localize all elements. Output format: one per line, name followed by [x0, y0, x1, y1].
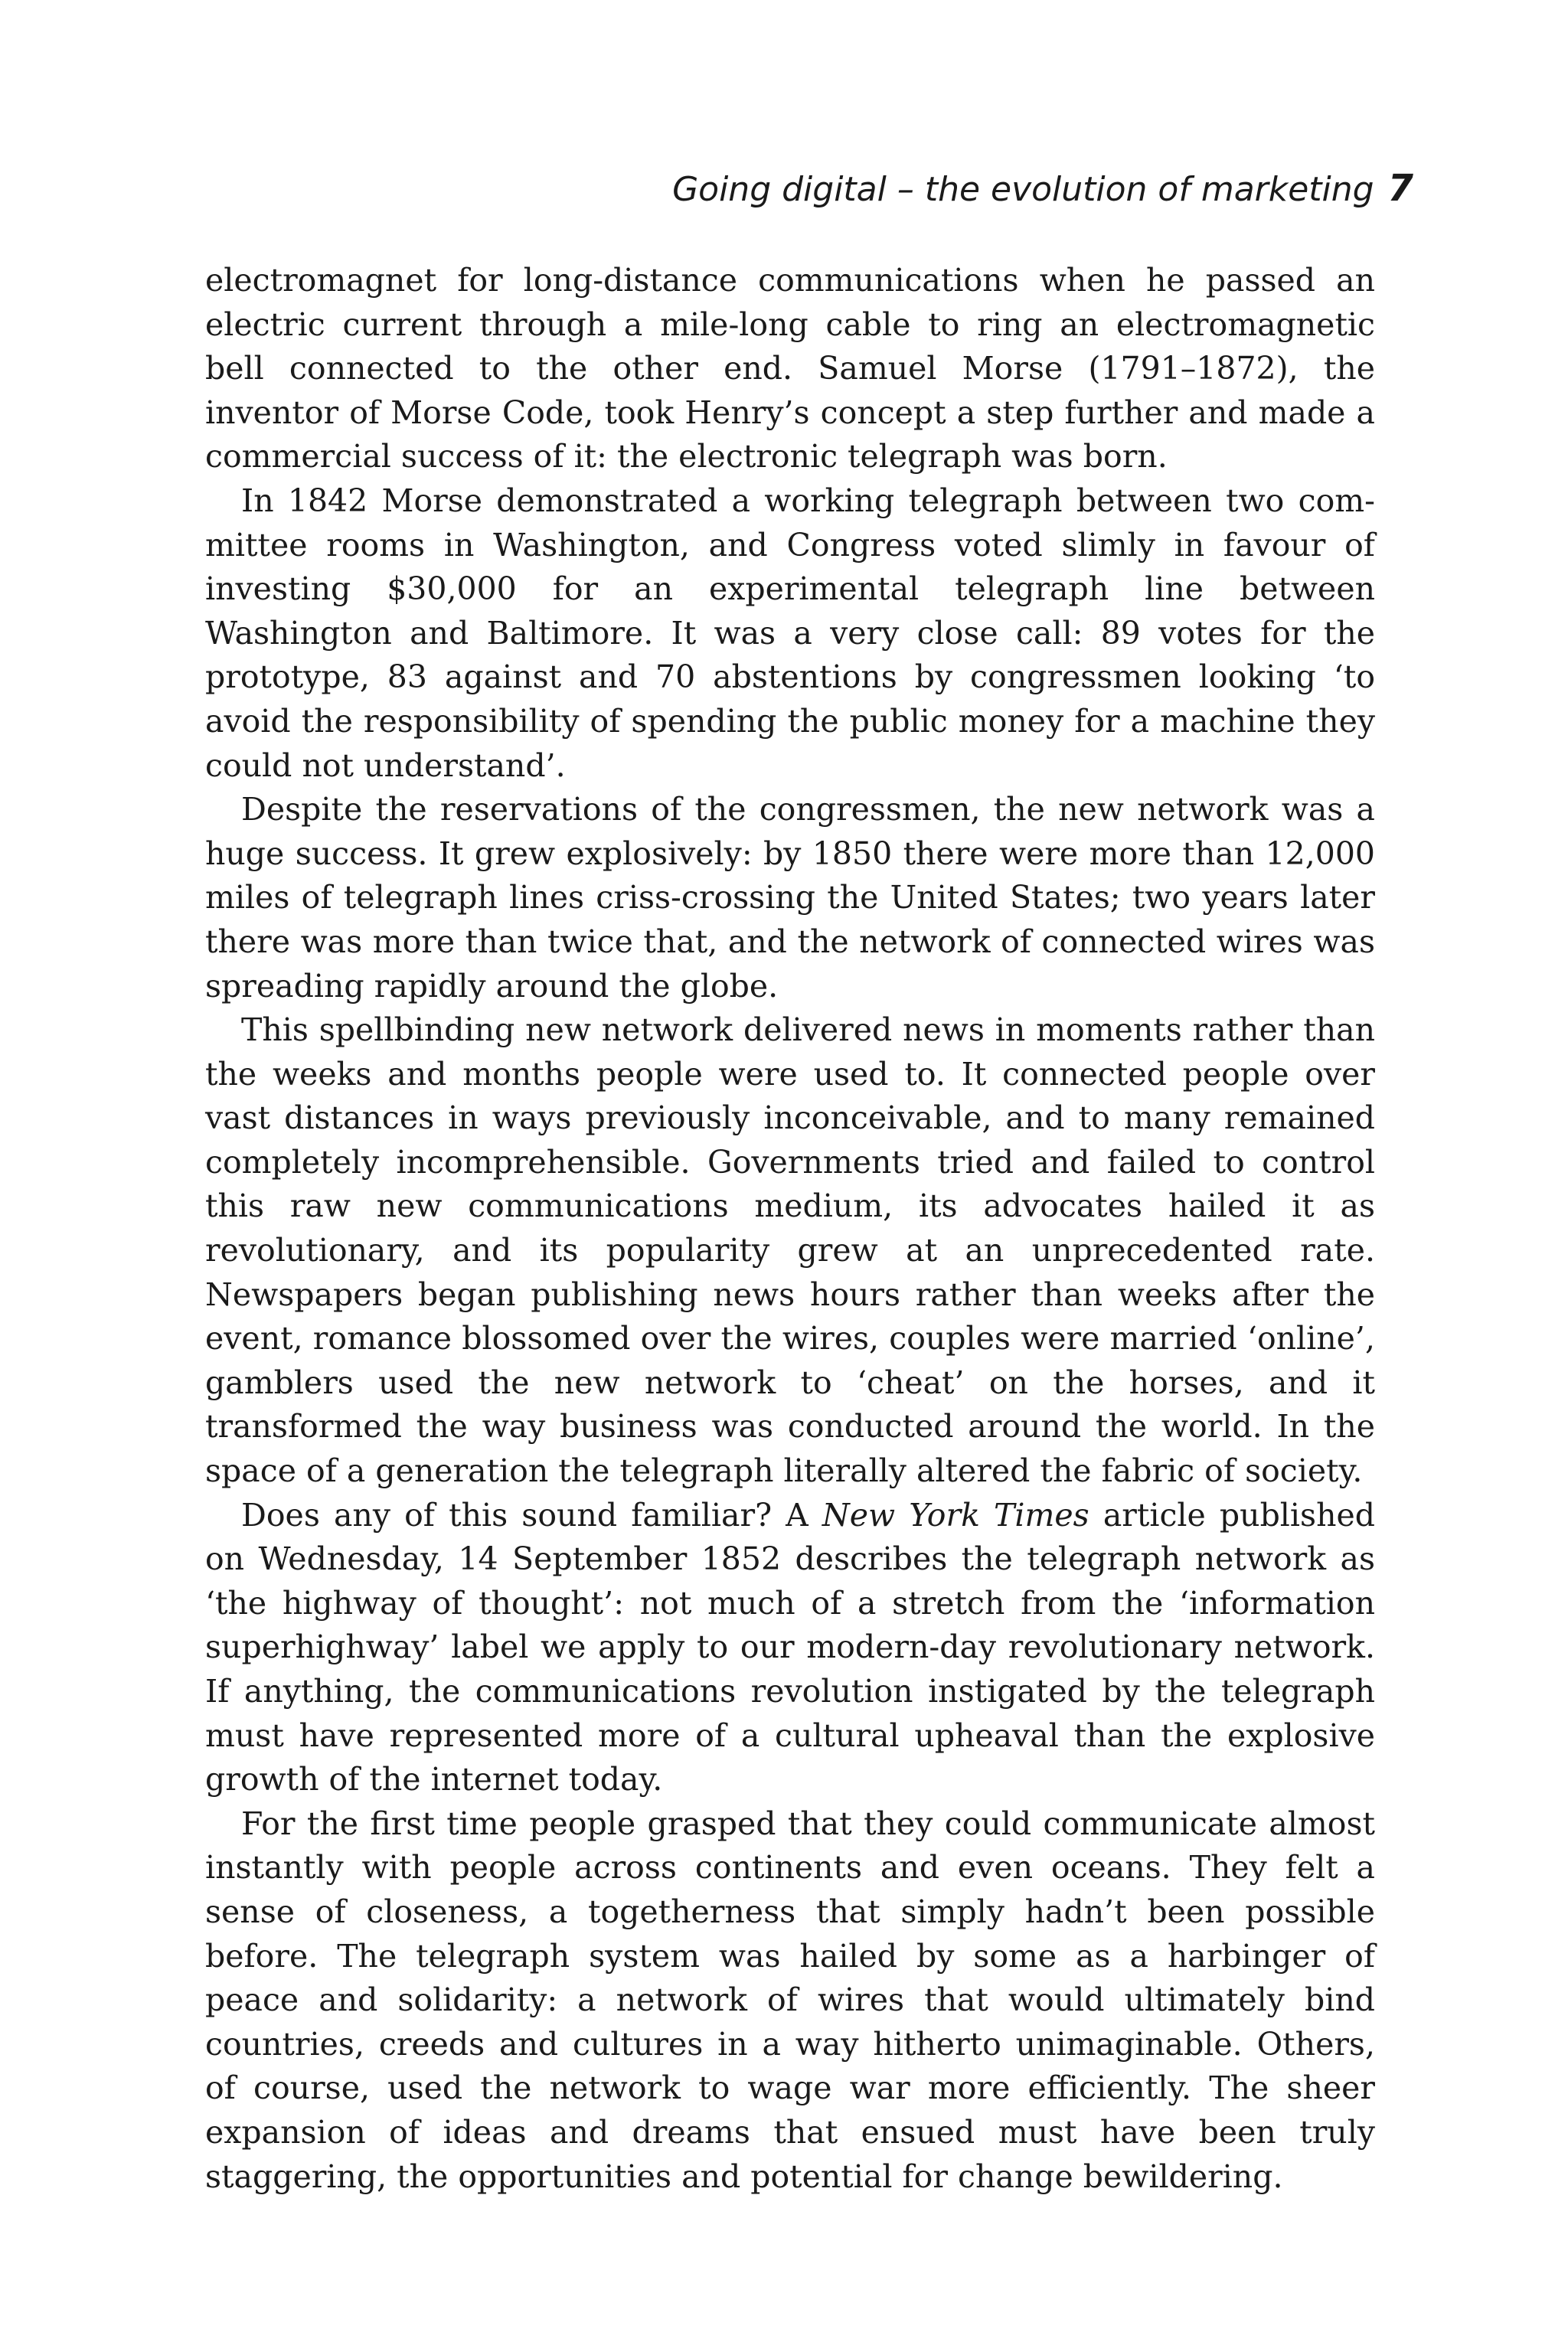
- publication-title: New York Times: [822, 1496, 1089, 1534]
- body-text: [205, 259, 1375, 2199]
- paragraph-6: For the first time people grasped that they could communicate almost instantly with people across continents and even oceans. They felt a sense of closeness, a togetherness that simply hadn’t been possible before. The telegraph system was hailed by some as a harbinger of peace and solidarity: a network of wires that would ultimately bind countries, creeds and cultures in a way hitherto unimaginable. Others, of course, used the network to wage war more efficiently. The sheer expansion of ideas and dreams that ensued must have been truly staggering, the opportunities and potential for change bewildering.: [205, 1805, 1375, 2195]
- running-head: [205, 167, 1413, 210]
- page-number: 7: [1387, 167, 1413, 210]
- paragraph-5: [205, 1494, 1375, 1802]
- paragraph-3: Despite the reservations of the congressmen, the new network was a huge success. It grew explosively: by 1850 there were more than 12,000 miles of telegraph lines criss-crossing the United States; two years later there was more than twice that, and the network of connected wires was spreading rapidly around the globe.: [205, 791, 1375, 1004]
- paragraph-1: electromagnet for long-distance communications when he passed an electric current through a mile-long cable to ring an electromagnetic bell connected to the other end. Samuel Morse (1791–1872), the inventor of Morse Code, took Henry’s concept a step further and made a commercial success of it: the electronic telegraph was born.: [205, 262, 1375, 475]
- paragraph-5-lead: Does any of this sound familiar? A: [241, 1496, 822, 1534]
- paragraph-4: This spellbinding new network delivered news in moments rather than the weeks and months people were used to. It connected people over vast distances in ways previously inconceivable, and to many remained completely incomprehensible. Governments tried and failed to control this raw new communications medium, its advocates hailed it as revolutionary, and its popularity grew at an unprecedented rate. Newspapers began publishing news hours rather than weeks after the event, romance blossomed over the wires, couples were married ‘online’, gamblers used the new network to ‘cheat’ on the horses, and it transformed the way business was conducted around the world. In the space of a generation the telegraph literally altered the fabric of society.: [205, 1011, 1375, 1490]
- running-title: Going digital – the evolution of marketing: [672, 170, 1374, 209]
- paragraph-5-rest: article published on Wednesday, 14 September 1852 describes the telegraph network as ‘the highway of thought’: not much of a stretch from the ‘information superhighway’ label we apply to our modern-day revolutionary network. If anything, the communications revolution instigated by the telegraph must have represented more of a cultural upheaval than the explosive growth of the internet today.: [205, 1496, 1375, 1798]
- paragraph-2: In 1842 Morse demonstrated a working telegraph between two committee rooms in Washington, and Congress voted slimly in favour of investing $30,000 for an experimental telegraph line between Washington and Baltimore. It was a very close call: 89 votes for the prototype, 83 against and 70 abstentions by congressmen looking ‘to avoid the responsibility of spending the public money for a machine they could not understand’.: [205, 482, 1375, 784]
